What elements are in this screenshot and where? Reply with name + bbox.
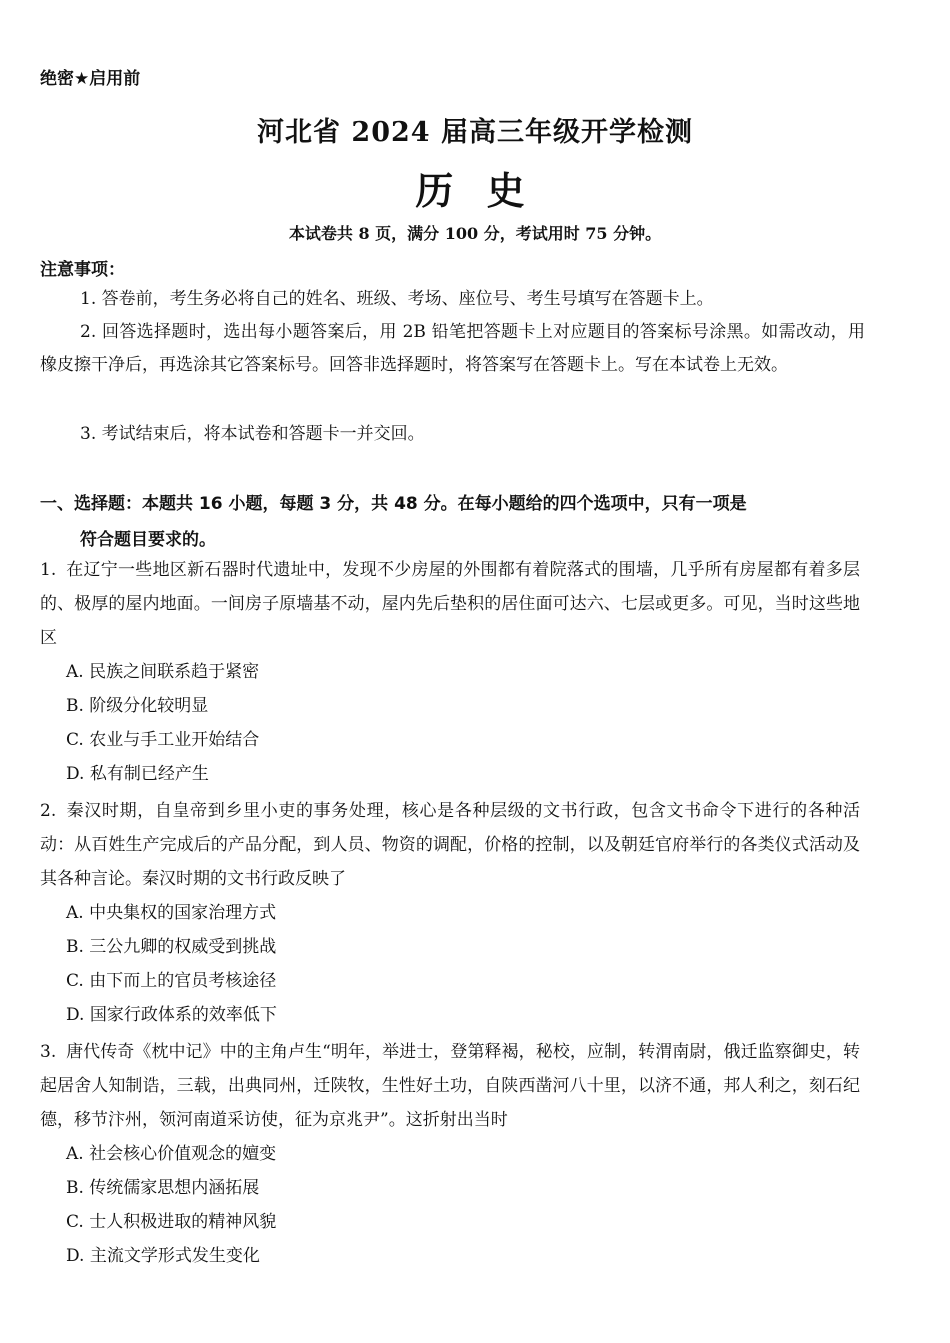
question-text: 唐代传奇《枕中记》中的主角卢生“明年，举进士，登第释褐，秘校，应制，转渭南尉，俄迁监察御史，转起居舍人知制诰，三载，出典同州，迁陕牧，生性好土功，自陕西凿河八十里，以济不通，邦人利之，刻石纪德，移节汴州，领河南道采访使，征为京兆尹”。这折射出当时 (40, 1042, 860, 1130)
question-stem (40, 553, 860, 655)
exam-title: 河北省 2024 届高三年级开学检测 (257, 117, 693, 148)
subject-title: 历 史 (415, 169, 535, 213)
option-b: B. 传统儒家思想内涵拓展 (66, 1178, 260, 1198)
option-a: A. 中央集权的国家治理方式 (66, 903, 277, 923)
confidential-label: 绝密★启用前 (40, 69, 141, 89)
option-d: D. 国家行政体系的效率低下 (66, 1005, 277, 1025)
option-a: A. 民族之间联系趋于紧密 (66, 662, 260, 682)
option-d: D. 私有制已经产生 (66, 764, 209, 784)
section-heading (40, 486, 860, 558)
option-d: D. 主流文学形式发生变化 (66, 1246, 260, 1266)
question-stem (40, 794, 860, 896)
notice-item-3: 3. 考试结束后，将本试卷和答题卡一并交回。 (80, 424, 425, 444)
notice-item-2: 2. 回答选择题时，选出每小题答案后，用 2B 铅笔把答题卡上对应题目的答案标号涂黑。如需改动，用橡皮擦干净后，再选涂其它答案标号。回答非选择题时，将答案写在答题卡上。写在本试卷上无效。 (40, 322, 865, 375)
question-text: 在辽宁一些地区新石器时代遗址中，发现不少房屋的外围都有着院落式的围墙，几乎所有房屋都有着多层的、极厚的屋内地面。一间房子原墙基不动，屋内先后垫积的居住面可达六、七层或更多。可见，当时这些地区 (40, 560, 860, 648)
exam-info: 本试卷共 8 页，满分 100 分，考试用时 75 分钟。 (288, 224, 662, 243)
option-b: B. 阶级分化较明显 (66, 696, 209, 716)
question-2 (40, 794, 860, 1032)
question-text: 秦汉时期，自皇帝到乡里小吏的事务处理，核心是各种层级的文书行政，包含文书命令下进行的各种活动：从百姓生产完成后的产品分配，到人员、物资的调配，价格的控制，以及朝廷官府举行的各类仪式活动及其各种言论。秦汉时期的文书行政反映了 (40, 801, 860, 889)
section-heading-line1: 一、选择题：本题共 16 小题，每题 3 分，共 48 分。在每小题给的四个选项中，只有一项是 (40, 494, 747, 514)
option-c: C. 士人积极进取的精神风貌 (66, 1212, 277, 1232)
notice-item-1: 1. 答卷前，考生务必将自己的姓名、班级、考场、座位号、考生号填写在答题卡上。 (80, 289, 714, 309)
option-c: C. 农业与手工业开始结合 (66, 730, 260, 750)
option-a: A. 社会核心价值观念的嬗变 (66, 1144, 277, 1164)
option-c: C. 由下而上的官员考核途径 (66, 971, 277, 991)
section-heading-line2: 符合题目要求的。 (80, 530, 216, 550)
question-number: 2. (40, 801, 57, 821)
notice-heading: 注意事项： (40, 260, 125, 280)
question-3 (40, 1035, 860, 1273)
option-b: B. 三公九卿的权威受到挑战 (66, 937, 277, 957)
question-number: 1. (40, 560, 57, 580)
question-stem (40, 1035, 860, 1137)
question-1 (40, 553, 860, 791)
question-number: 3. (40, 1042, 57, 1062)
